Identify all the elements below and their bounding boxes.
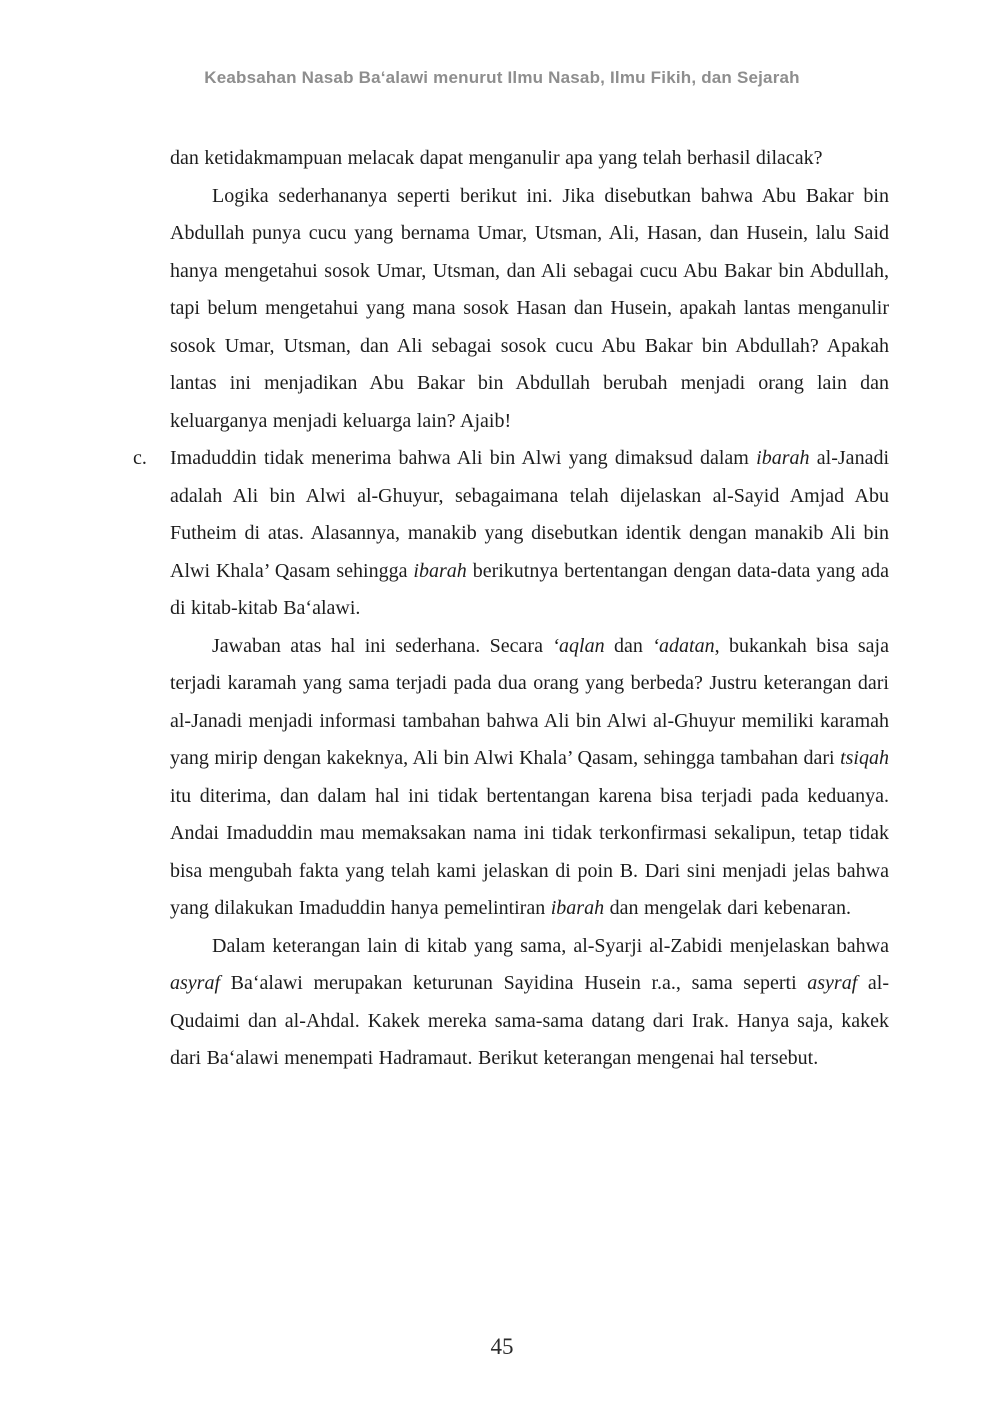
- italic-term: ibarah: [756, 447, 810, 469]
- italic-term: ibarah: [550, 897, 605, 919]
- paragraph: [170, 628, 889, 928]
- text-run: dan mengelak dari kebenaran.: [604, 897, 851, 919]
- paragraph: [170, 140, 889, 178]
- text-run: berikutnya bertentangan dengan data-data yang ada di kitab-kitab Ba‘alawi.: [170, 559, 889, 619]
- running-header: Keabsahan Nasab Ba‘alawi menurut Ilmu Nasab, Ilmu Fikih, dan Sejarah: [204, 68, 800, 87]
- text-run: itu diterima, dan dalam hal ini tidak bertentangan karena bisa terjadi pada keduanya. Andai Imaduddin mau memaksakan nama ini tidak terkonfirmasi sekalipun, tetap tidak bisa mengubah fakta yang telah kami jelaskan di poin B. Dari sini menjadi jelas bahwa yang dilakukan Imaduddin hanya pemelintiran: [170, 784, 889, 919]
- text-run: Ba‘alawi merupakan keturunan Sayidina Husein r.a., sama seperti: [220, 972, 808, 994]
- text-run: al-Janadi adalah Ali bin Alwi al-Ghuyur, sebagaimana telah dijelaskan al-Sayid Amjad Abu Futheim di atas. Alasannya, manakib yang disebutkan identik dengan manakib Ali bin Alwi Khala’ Qasam sehingga: [170, 447, 889, 582]
- text-run: , bukankah bisa saja terjadi karamah yang sama terjadi pada dua orang yang berbeda? Justru keterangan dari al-Janadi menjadi informasi tambahan bahwa Ali bin Alwi al-Ghuyur memiliki karamah yang mirip dengan kakeknya, Ali bin Alwi Khala’ Qasam, sehingga tambahan dari: [170, 634, 889, 769]
- text-run: Imaduddin tidak menerima bahwa Ali bin Alwi yang dimaksud dalam: [170, 447, 757, 469]
- list-marker: c.: [133, 447, 147, 469]
- body-text: [133, 140, 889, 1078]
- paragraph: [170, 928, 889, 1078]
- text-run: Logika sederhananya seperti berikut ini. Jika disebutkan bahwa Abu Bakar bin Abdullah punya cucu yang bernama Umar, Utsman, Ali, Hasan, dan Husein, lalu Said hanya mengetahui sosok Umar, Utsman, dan Ali sebagai cucu Abu Bakar bin Abdullah, tapi belum mengetahui yang mana sosok Hasan dan Husein, apakah lantas menganulir sosok Umar, Utsman, dan Ali sebagai sosok cucu Abu Bakar bin Abdullah? Apakah lantas ini menjadikan Abu Bakar bin Abdullah berubah menjadi orang lain dan keluarganya menjadi keluarga lain? Ajaib!: [170, 184, 889, 432]
- text-run: al-Qudaimi dan al-Ahdal. Kakek mereka sama-sama datang dari Irak. Hanya saja, kakek dari Ba‘alawi menempati Hadramaut. Berikut keterangan mengenai hal tersebut.: [170, 972, 889, 1069]
- list-item: [133, 440, 889, 628]
- text-run: Jawaban atas hal ini sederhana. Secara: [212, 634, 553, 657]
- page-number: 45: [490, 1334, 514, 1359]
- italic-term: ‘aqlan: [552, 634, 605, 657]
- italic-term: ibarah: [413, 559, 467, 582]
- text-run: Dalam keterangan lain di kitab yang sama, al-Syarji al-Zabidi menjelaskan bahwa: [212, 934, 889, 957]
- text-run: dan: [604, 634, 653, 657]
- text-run: dan ketidakmampuan melacak dapat menganulir apa yang telah berhasil dilacak?: [170, 147, 823, 169]
- italic-term: ‘adatan: [652, 634, 715, 657]
- italic-term: asyraf: [170, 972, 220, 994]
- paragraph: [170, 178, 889, 441]
- italic-term: asyraf: [807, 972, 858, 994]
- italic-term: tsiqah: [840, 747, 889, 769]
